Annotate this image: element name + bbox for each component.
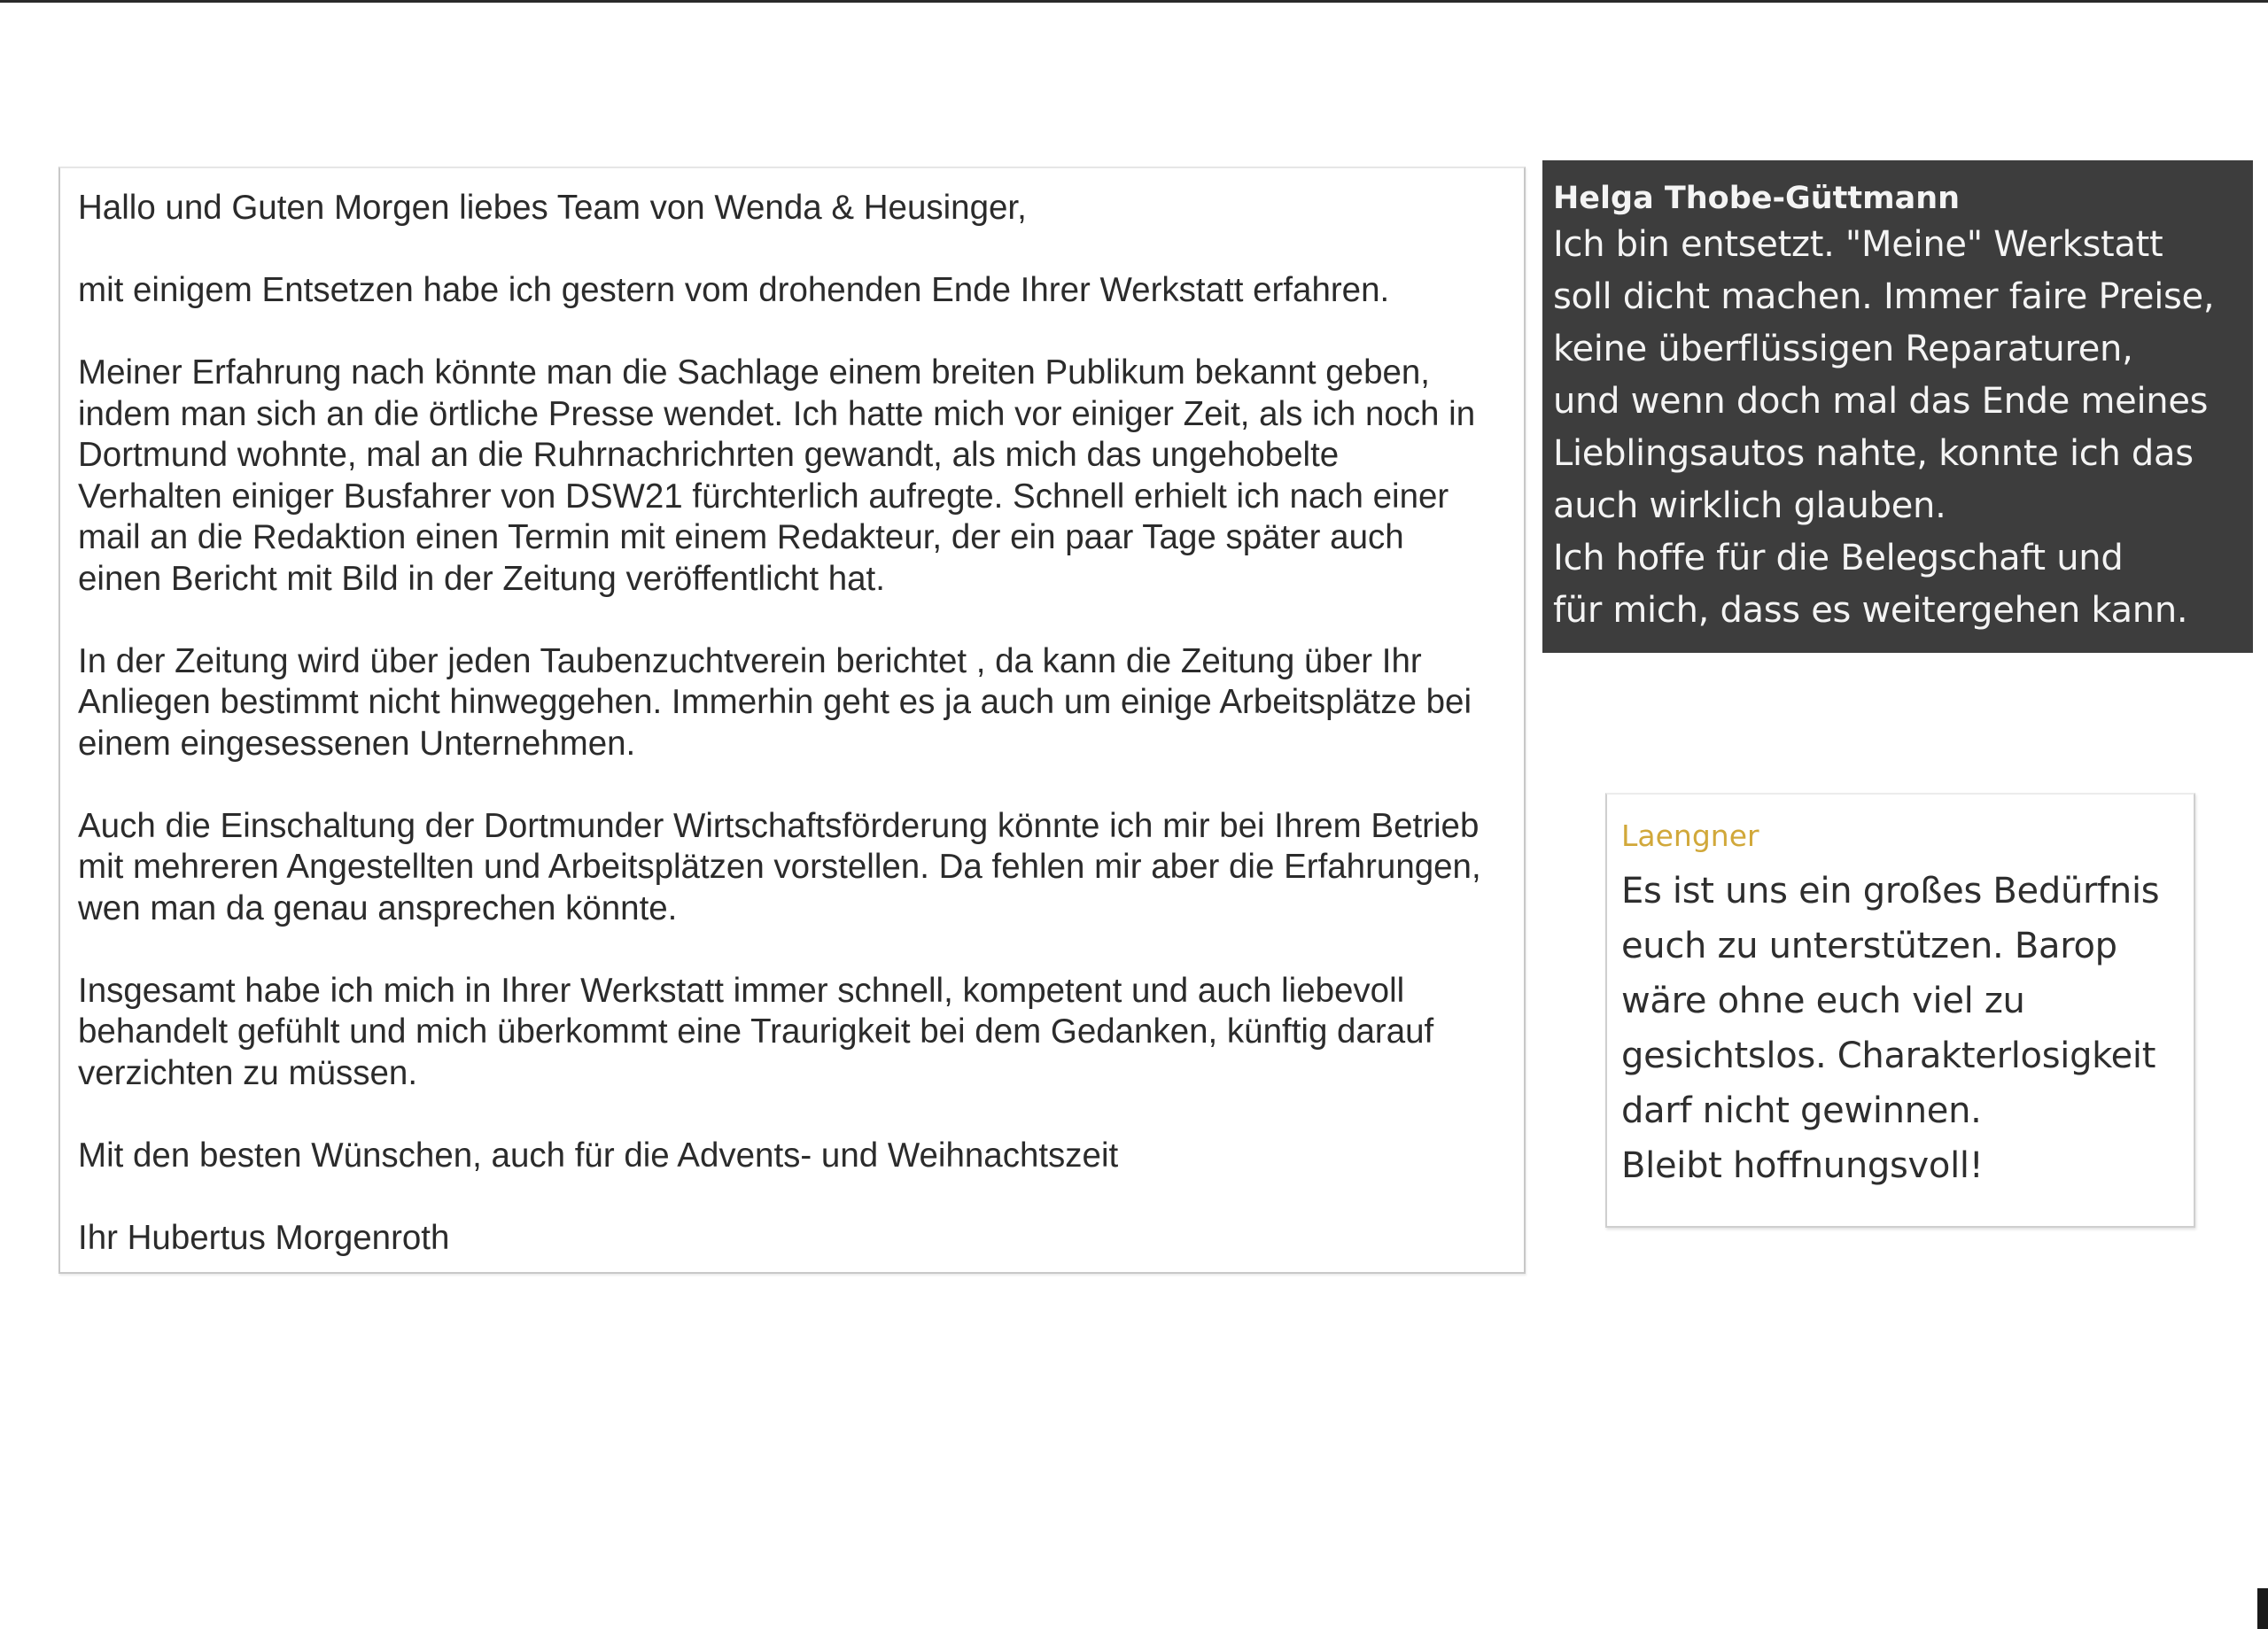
comment-card-dark [1542,160,2253,653]
comment-text: Ich bin entsetzt. "Meine" Werkstatt soll dicht machen. Immer faire Preise, keine überflüssigen Reparaturen, und wenn doch mal das Ende meines Lieblingsautos nahte, konnte ich das auch wirklich glauben. Ich hoffe für die Belegschaft und für mich, dass es weitergehen kann. [1553,224,2215,631]
scan-corner-mark [2257,1588,2268,1629]
letter-paragraph-3: In der Zeitung wird über jeden Taubenzuchtverein berichtet , da kann die Zeitung über Ihr Anliegen bestimmt nicht hinweggehen. Immerhin geht es ja auch um einige Arbeitsplätze bei einem eingesessenen Unternehmen. [78,641,1472,763]
letter-paragraph-1: mit einigem Entsetzen habe ich gestern vom drohenden Ende Ihrer Werkstatt erfahren. [78,271,1390,309]
letter-closing: Mit den besten Wünschen, auch für die Advents- und Weihnachtszeit [78,1136,1119,1175]
comment-author: Laengner [1621,818,1759,853]
comment-text: Es ist uns ein großes Bedürfnis euch zu unterstützen. Barop wäre ohne euch viel zu gesichtslos. Charakterlosigkeit darf nicht gewinnen. Bleibt hoffnungsvoll! [1621,871,2160,1186]
letter-paragraph-5: Insgesamt habe ich mich in Ihrer Werkstatt immer schnell, kompetent und auch liebevoll behandelt gefühlt und mich überkommt eine Traurigkeit bei dem Gedanken, künftig darauf verzichten zu müssen. [78,971,1434,1092]
comment-author: Helga Thobe-Güttmann [1553,181,1961,216]
letter-box [58,167,1526,1274]
letter-paragraph-4: Auch die Einschaltung der Dortmunder Wirtschaftsförderung könnte ich mir bei Ihrem Betrieb mit mehreren Angestellten und Arbeitsplätzen vorstellen. Da fehlen mir aber die Erfahrungen, wen man da genau ansprechen könnte. [78,806,1481,927]
letter-greeting: Hallo und Guten Morgen liebes Team von Wenda & Heusinger, [78,189,1027,227]
letter-signature: Ihr Hubertus Morgenroth [78,1218,450,1257]
scan-top-edge [0,0,2268,3]
letter-paragraph-2: Meiner Erfahrung nach könnte man die Sachlage einem breiten Publikum bekannt geben, indem man sich an die örtliche Presse wendet. Ich hatte mich vor einiger Zeit, als ich noch in Dortmund wohnte, mal an die Ruhrnachrichrten gewandt, als mich das ungehobelte Verhalten einiger Busfahrer von DSW21 fürchterlich aufregte. Schnell erhielt ich nach einer mail an die Redaktion einen Termin mit einem Redakteur, der ein paar Tage später auch einen Bericht mit Bild in der Zeitung veröffentlicht hat. [78,353,1476,598]
comment-card-light [1605,793,2195,1228]
